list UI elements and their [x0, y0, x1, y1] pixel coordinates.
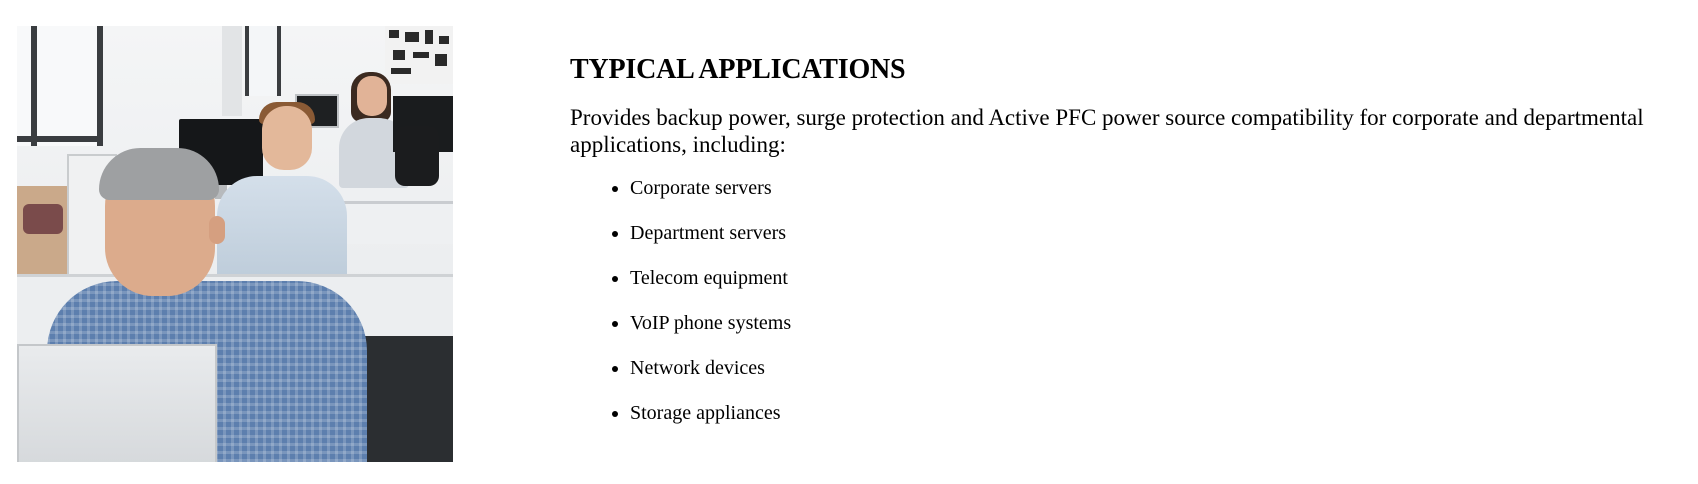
coworker-head	[262, 106, 312, 170]
list-item: • Storage appliances	[630, 401, 1695, 425]
applications-list	[570, 176, 1695, 425]
window-frame	[17, 26, 103, 146]
coworker-head	[357, 76, 387, 116]
worker-hair	[99, 148, 219, 200]
list-item: • Department servers	[630, 221, 1695, 245]
window-frame	[245, 26, 281, 96]
list-item: • Network devices	[630, 356, 1695, 380]
office-chair	[395, 126, 439, 186]
wall-pillar	[222, 26, 242, 116]
wall-board	[385, 26, 453, 84]
list-item: • Corporate servers	[630, 176, 1695, 200]
coworker-body	[217, 176, 347, 286]
intro-paragraph: Provides backup power, surge protection and Active PFC power source compatibility for corporate and departmental applications, including:	[570, 105, 1644, 157]
list-item: • VoIP phone systems	[630, 311, 1695, 335]
laptop	[17, 344, 217, 462]
worker-ear	[209, 216, 225, 244]
list-item: • Telecom equipment	[630, 266, 1695, 290]
applications-section	[570, 50, 1695, 446]
office-workers-photo	[17, 26, 453, 462]
section-heading: TYPICAL APPLICATIONS	[570, 54, 906, 85]
